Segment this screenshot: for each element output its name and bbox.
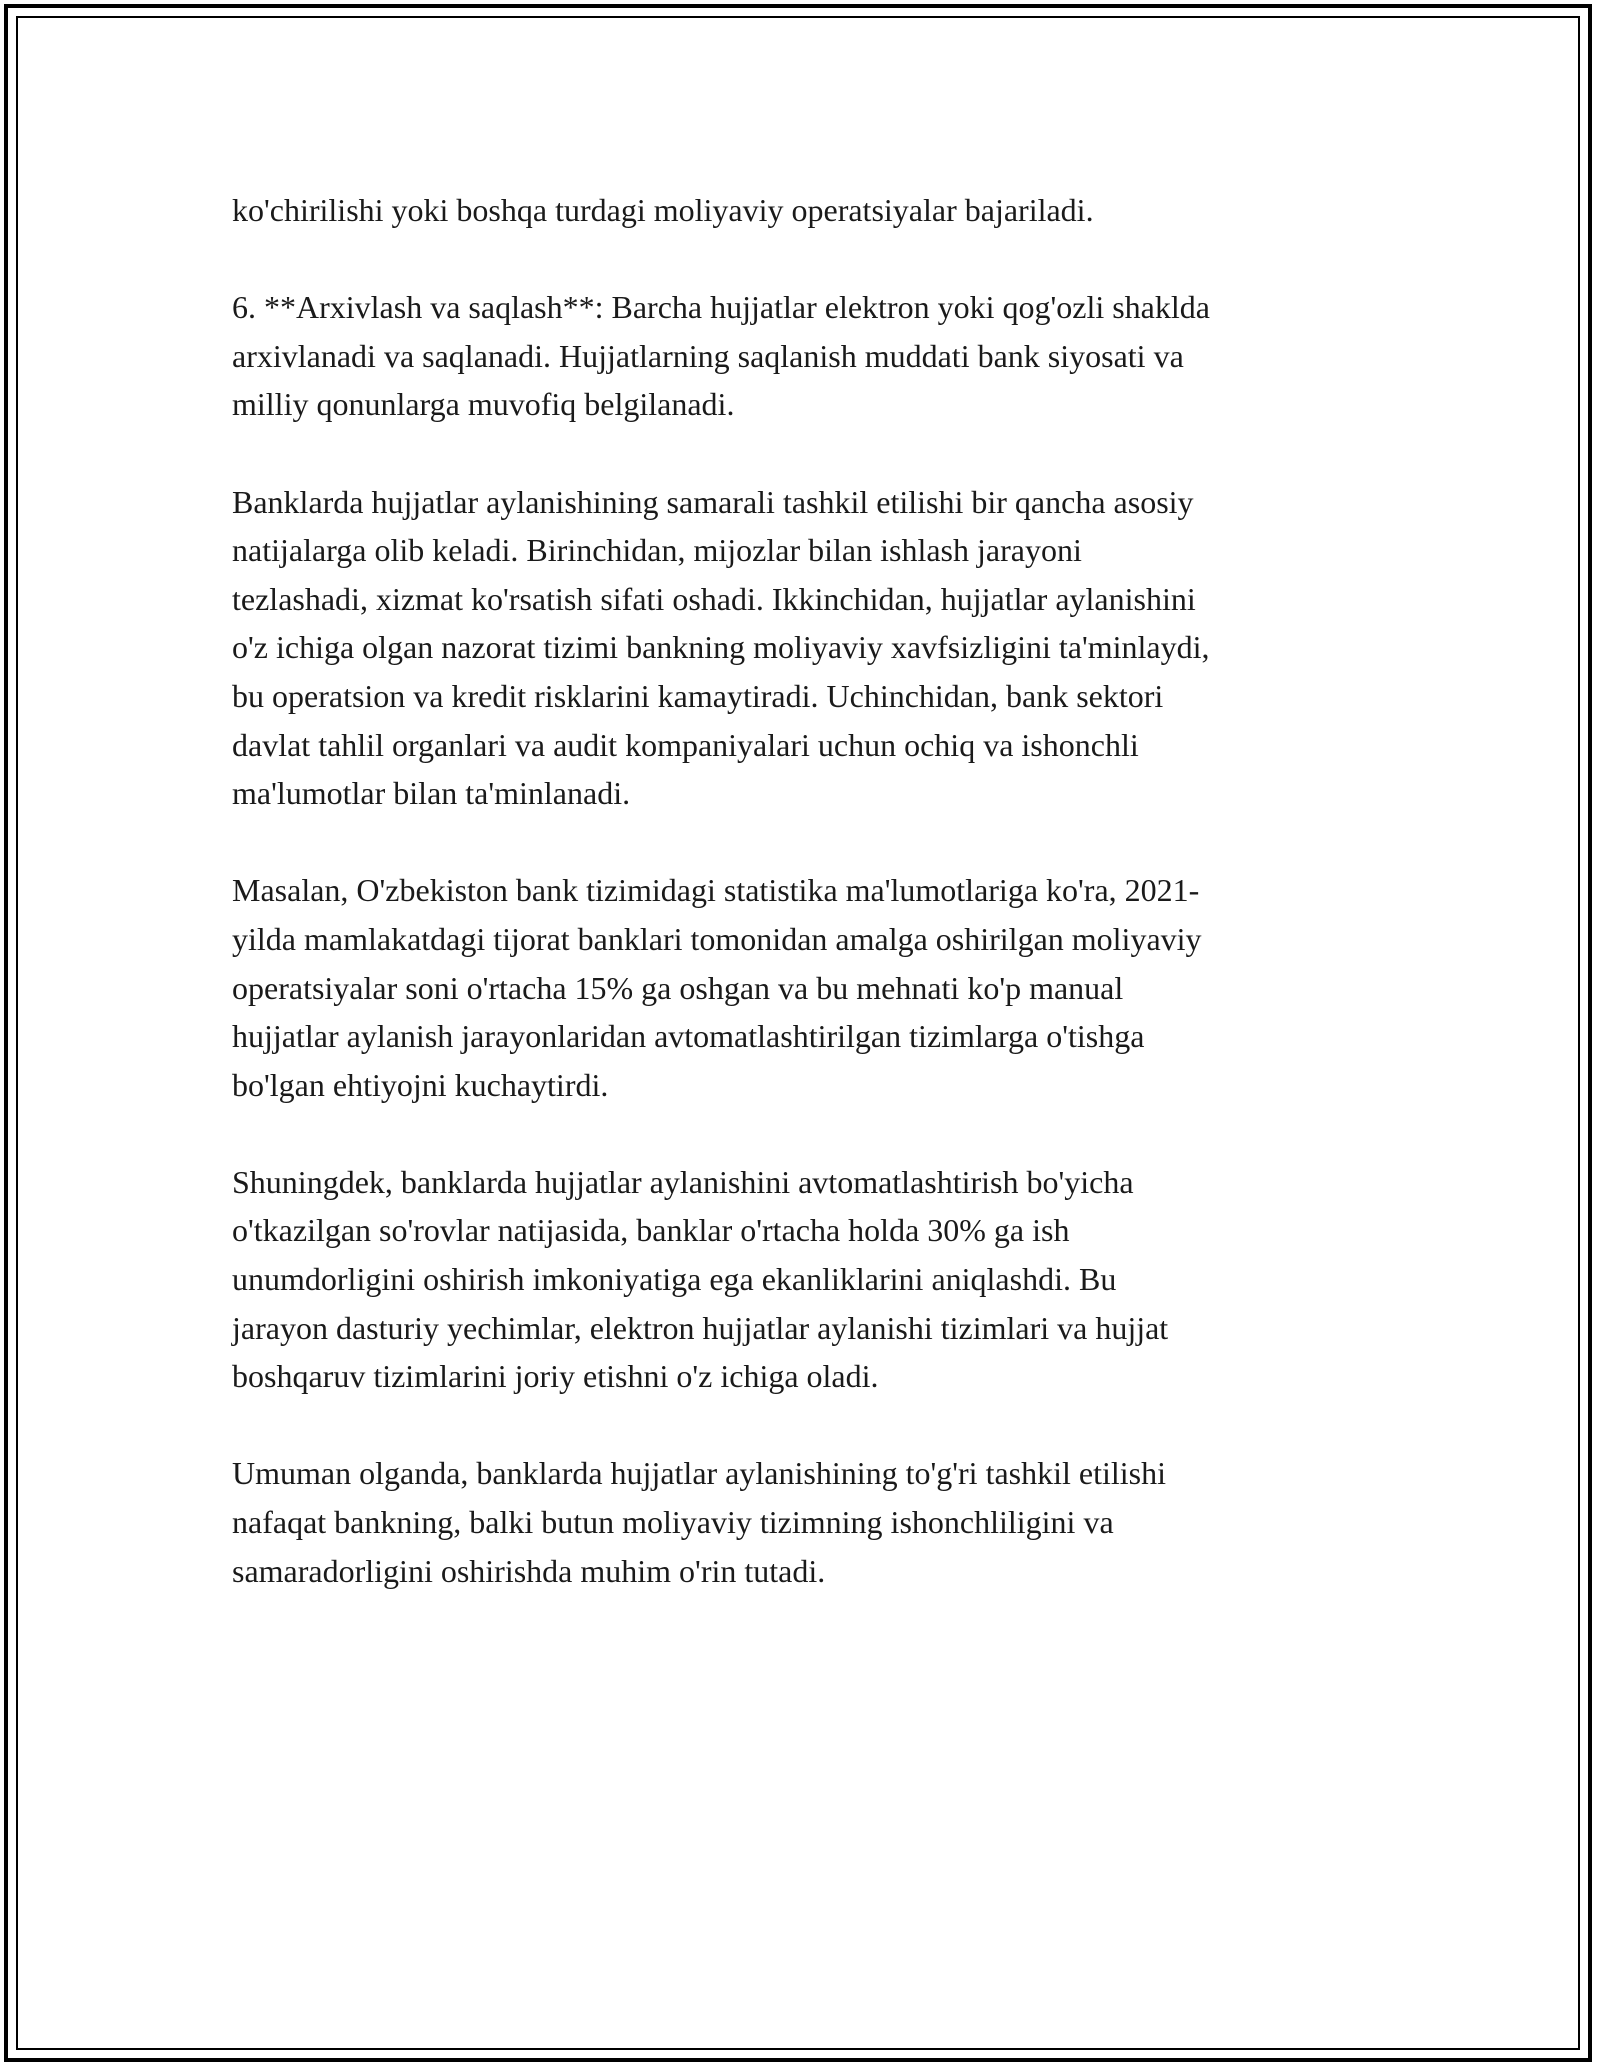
text-line: arxivlanadi va saqlanadi. Hujjatlarning saqlanish muddati bank siyosati va (232, 337, 1184, 374)
paragraph (232, 1158, 1392, 1401)
text-line: boshqaruv tizimlarini joriy etishni o'z ichiga oladi. (232, 1358, 879, 1395)
text-line: davlat tahlil organlari va audit kompaniyalari uchun ochiq va ishonchli (232, 726, 1139, 763)
text-line: Umuman olganda, banklarda hujjatlar aylanishining to'g'ri tashkil etilishi (232, 1455, 1166, 1492)
text-line: jarayon dasturiy yechimlar, elektron hujjatlar aylanishi tizimlari va hujjat (232, 1309, 1169, 1346)
text-line: hujjatlar aylanish jarayonlaridan avtomatlashtirilgan tizimlarga o'tishga (232, 1018, 1145, 1055)
text-line: bu operatsion va kredit risklarini kamaytiradi. Uchinchidan, bank sektori (232, 677, 1164, 714)
text-line: ma'lumotlar bilan ta'minlanadi. (232, 775, 631, 812)
text-line: Masalan, O'zbekiston bank tizimidagi statistika ma'lumotlariga ko'ra, 2021- (232, 872, 1200, 909)
document-body (232, 186, 1392, 1644)
paragraph (232, 478, 1392, 818)
text-line: nafaqat bankning, balki butun moliyaviy tizimning ishonchliligini va (232, 1504, 1114, 1541)
text-line: Shuningdek, banklarda hujjatlar aylanishini avtomatlashtirish bo'yicha (232, 1163, 1134, 1200)
paragraph (232, 186, 1392, 235)
text-line: ko'chirilishi yoki boshqa turdagi moliyaviy operatsiyalar bajariladi. (232, 192, 1094, 228)
text-line: tezlashadi, xizmat ko'rsatish sifati oshadi. Ikkinchidan, hujjatlar aylanishini (232, 580, 1196, 617)
text-line: 6. **Arxivlash va saqlash**: Barcha hujjatlar elektron yoki qog'ozli shaklda (232, 289, 1210, 326)
text-line: bo'lgan ehtiyojni kuchaytirdi. (232, 1066, 609, 1103)
text-line: unumdorligini oshirish imkoniyatiga ega ekanliklarini aniqlashdi. Bu (232, 1261, 1117, 1298)
paragraph (232, 1449, 1392, 1595)
text-line: natijalarga olib keladi. Birinchidan, mijozlar bilan ishlash jarayoni (232, 532, 1082, 569)
text-line: milliy qonunlarga muvofiq belgilanadi. (232, 386, 735, 423)
text-line: operatsiyalar soni o'rtacha 15% ga oshgan va bu mehnati ko'p manual (232, 969, 1124, 1006)
text-line: o'z ichiga olgan nazorat tizimi bankning moliyaviy xavfsizligini ta'minlaydi, (232, 629, 1210, 666)
text-line: samaradorligini oshirishda muhim o'rin tutadi. (232, 1552, 826, 1589)
text-line: yilda mamlakatdagi tijorat banklari tomonidan amalga oshirilgan moliyaviy (232, 920, 1202, 957)
paragraph (232, 283, 1392, 429)
paragraph (232, 866, 1392, 1109)
text-line: o'tkazilgan so'rovlar natijasida, banklar o'rtacha holda 30% ga ish (232, 1212, 1070, 1249)
text-line: Banklarda hujjatlar aylanishining samarali tashkil etilishi bir qancha asosiy (232, 483, 1194, 520)
